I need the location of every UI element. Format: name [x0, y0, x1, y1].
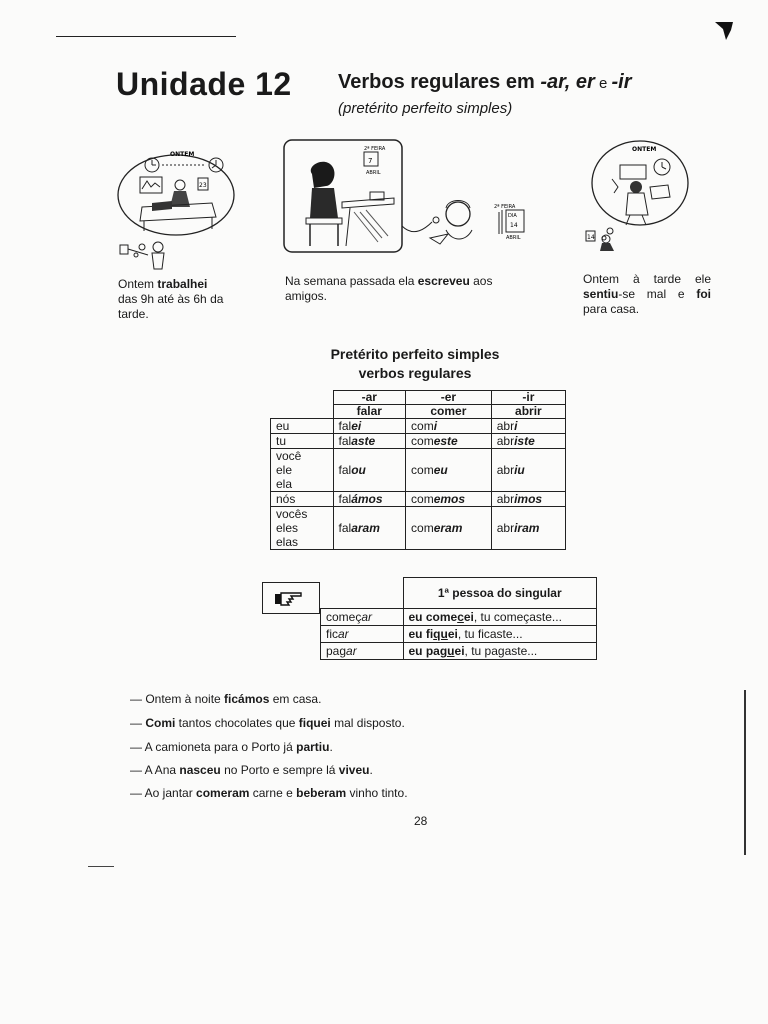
verb-abrir: abrir [491, 405, 565, 419]
table-row [321, 643, 597, 660]
endings-row [271, 391, 566, 405]
caption-writing: Na semana passada ela escreveu aos amigos. [285, 274, 493, 303]
verb-comer: comer [406, 405, 492, 419]
illustration-work [112, 145, 240, 275]
caption-ill: Ontem à tarde ele sentiu-se mal e foi para casa. [583, 272, 711, 316]
ending-er: -er [406, 391, 492, 405]
example-sentence: — Ontem à noite ficámos em casa. [130, 692, 322, 706]
page-number: 28 [414, 814, 428, 828]
conjugation-cell: falou [333, 449, 406, 492]
table-row [271, 434, 566, 449]
note-marker [262, 582, 320, 614]
conjugation-cell: falaram [333, 507, 406, 550]
conjugation-table [270, 390, 566, 550]
singular-header-row [321, 578, 597, 609]
infinitive-cell: começar [321, 609, 404, 626]
conjugation-cell: abriu [491, 449, 565, 492]
pronoun-cell: nós [271, 492, 334, 507]
example-sentence: — Comi tantos chocolates que fiquei mal disposto. [130, 716, 405, 730]
illustration-ill [578, 135, 698, 253]
table-row [321, 609, 597, 626]
unit-title: Unidade 12 [116, 66, 292, 102]
example-cell: eu fiquei, tu ficaste... [403, 626, 597, 643]
conjugation-cell: falámos [333, 492, 406, 507]
svg-text:2ª FEIRA: 2ª FEIRA [364, 146, 386, 152]
svg-text:ABRIL: ABRIL [366, 170, 381, 176]
svg-text:2ª FEIRA: 2ª FEIRA [494, 204, 516, 210]
infinitive-cell: pagar [321, 643, 404, 660]
table-row [271, 492, 566, 507]
lesson-title: Verbos regulares em -ar, er e -ir [338, 71, 632, 93]
ontem-label: ONTEM [170, 151, 195, 158]
ending-ir: -ir [491, 391, 565, 405]
svg-text:ONTEM: ONTEM [632, 146, 657, 153]
corner-flag-icon [714, 20, 734, 42]
verb-falar: falar [333, 405, 406, 419]
example-sentence: — Ao jantar comeram carne e beberam vinho tinto. [130, 786, 408, 800]
conjugation-cell: comeste [406, 434, 492, 449]
conjugation-cell: comeu [406, 449, 492, 492]
table-row [271, 507, 566, 550]
verbs-row [271, 405, 566, 419]
svg-text:ABRIL: ABRIL [506, 235, 521, 241]
illustration-writing [282, 138, 552, 266]
table-row [271, 449, 566, 492]
ending-ar: -ar [333, 391, 406, 405]
singular-header: 1ª pessoa do singular [403, 578, 597, 609]
conjugation-cell: comeram [406, 507, 492, 550]
top-rule [56, 36, 236, 37]
conjugation-cell: abriste [491, 434, 565, 449]
svg-text:14: 14 [510, 222, 518, 229]
example-cell: eu paguei, tu pagaste... [403, 643, 597, 660]
example-sentence: — A Ana nasceu no Porto e sempre lá viveu. [130, 763, 373, 777]
pronoun-cell: eu [271, 419, 334, 434]
svg-text:7: 7 [368, 157, 373, 165]
singular-table [320, 577, 597, 660]
table-row [321, 626, 597, 643]
conjugation-cell: falaste [333, 434, 406, 449]
conjugation-cell: abrimos [491, 492, 565, 507]
infinitive-cell: ficar [321, 626, 404, 643]
pronoun-cell: tu [271, 434, 334, 449]
calendar-number: 23 [199, 182, 207, 189]
lesson-subtitle: (pretérito perfeito simples) [338, 100, 513, 117]
bottom-mark [88, 866, 114, 867]
conjugation-cell: falei [333, 419, 406, 434]
pronoun-cell: vocês eles elas [271, 507, 334, 550]
table-row [271, 419, 566, 434]
binding-edge [744, 690, 746, 855]
conjugation-cell: comemos [406, 492, 492, 507]
conjugation-cell: abri [491, 419, 565, 434]
conjugation-cell: comi [406, 419, 492, 434]
caption-work: Ontem trabalhei das 9h até às 6h da tarde. [118, 277, 224, 321]
example-cell: eu comecei, tu começaste... [403, 609, 597, 626]
example-sentence: — A camioneta para o Porto já partiu. [130, 740, 333, 754]
pointing-hand-icon [263, 583, 319, 613]
conjugation-cell: abriram [491, 507, 565, 550]
svg-text:14: 14 [587, 234, 595, 241]
pronoun-cell: você ele ela [271, 449, 334, 492]
table-title: Pretérito perfeito simples verbos regulares [330, 346, 500, 381]
svg-text:DIA: DIA [508, 213, 517, 219]
